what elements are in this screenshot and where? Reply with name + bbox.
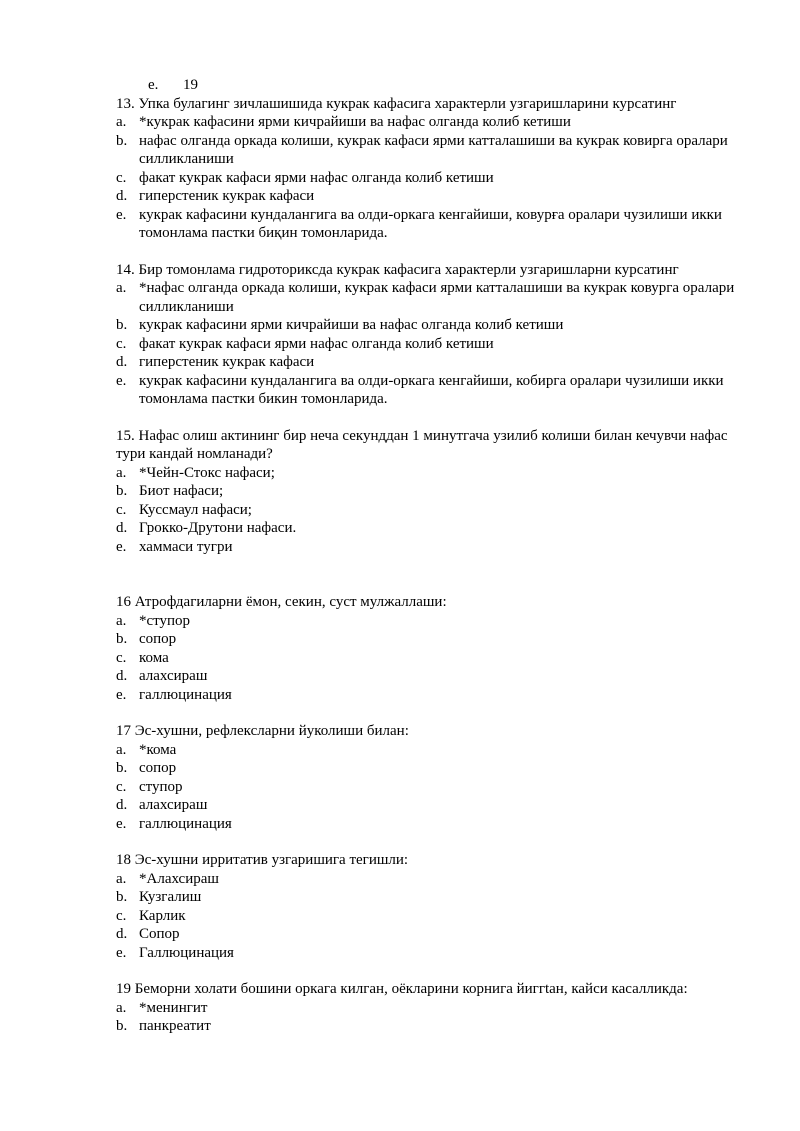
option-letter: b.	[116, 483, 128, 499]
option-text: хаммаси тугри	[139, 538, 233, 555]
option-letter: d.	[116, 354, 128, 370]
question-16	[116, 593, 736, 704]
option-text: кукрак кафасини ярми кичрайиши ва нафас олганда колиб кетиши	[139, 317, 564, 333]
option-text: панкреатит	[139, 1018, 211, 1034]
option-letter: b.	[116, 889, 128, 905]
spacer	[116, 704, 736, 722]
option-text: ступор	[139, 778, 183, 795]
option-text: Кузгалиш	[139, 889, 202, 905]
option-letter: d.	[116, 926, 128, 942]
option-text: Галлюцинация	[139, 944, 234, 961]
spacer	[116, 556, 736, 593]
question-13	[116, 95, 736, 243]
option-letter: c.	[116, 649, 127, 666]
option-text: Куссмаул нафаси;	[139, 501, 252, 518]
option-text: алахсираш	[139, 797, 208, 813]
option-letter: e.	[116, 815, 127, 832]
option-c	[116, 907, 736, 926]
option-e	[116, 815, 736, 834]
option-b	[116, 1017, 736, 1036]
option-letter: d.	[116, 668, 128, 684]
option-text: кукрак кафасини кундалангига ва олди-оркага кенгайиши, ковурға оралари чузилиши икки томонлама пастки биқин томонларида.	[139, 206, 722, 241]
question-14	[116, 261, 736, 409]
option-b	[116, 482, 736, 501]
option-e	[116, 206, 736, 243]
option-text: Грокко-Друтони нафаси.	[139, 520, 297, 536]
option-a	[116, 741, 736, 760]
option-text: 19	[183, 77, 198, 93]
option-letter: c.	[116, 501, 127, 518]
question-17	[116, 722, 736, 833]
option-letter: a.	[116, 870, 127, 887]
option-letter: e.	[116, 372, 127, 389]
option-e	[116, 538, 736, 557]
option-letter: c.	[116, 907, 127, 924]
option-e	[116, 686, 736, 705]
question-text: 16 Атрофдагиларни ёмон, секин, суст мулжаллаши:	[116, 594, 447, 610]
option-b	[116, 759, 736, 778]
option-a	[116, 870, 736, 889]
option-text: *менингит	[139, 999, 208, 1016]
spacer	[116, 833, 736, 851]
option-c	[116, 501, 736, 520]
option-e-previous	[116, 76, 736, 95]
option-text: кукрак кафасини кундалангига ва олди-оркага кенгайиши, кобирга оралари чузилиши икки томонлама пастки бикин томонларида.	[139, 372, 724, 407]
question-text: 13. Упка булагинг зичлашишида кукрак кафасига характерли узгаришларини курсатинг	[116, 95, 677, 112]
option-letter: d.	[116, 797, 128, 813]
question-text: 17 Эс-хушни, рефлексларни йуколиши билан:	[116, 723, 409, 739]
option-text: *нафас олганда оркада колиши, кукрак кафаси ярми катталашиши ва кукрак ковурга оралари силликланиши	[139, 280, 735, 315]
option-text: Карлик	[139, 907, 186, 924]
option-b	[116, 132, 736, 169]
option-letter: b.	[116, 631, 128, 647]
option-letter: b.	[116, 317, 128, 333]
question-text: 15. Нафас олиш актининг бир неча секунддан 1 минутгача узилиб колиши билан кечувчи нафас тури кандай номланади?	[116, 427, 728, 462]
question-text: 18 Эс-хушни ирритатив узгаришига тегишли:	[116, 852, 409, 868]
option-letter: c.	[116, 778, 127, 795]
option-letter: e.	[116, 538, 127, 555]
option-text: *кома	[139, 741, 177, 758]
option-letter: a.	[116, 741, 127, 758]
option-text: гиперстеник кукрак кафаси	[139, 188, 315, 204]
option-d	[116, 353, 736, 372]
option-text: *ступор	[139, 612, 191, 629]
option-letter: d.	[116, 188, 128, 204]
question-text: 19 Беморни холати бошини оркага килган, оёкларини корнига йиггtан, кайси касалликда:	[116, 981, 688, 997]
option-letter: a.	[116, 612, 127, 629]
option-letter: e.	[148, 77, 159, 93]
option-d	[116, 519, 736, 538]
question-19	[116, 980, 736, 1036]
option-d	[116, 925, 736, 944]
option-a	[116, 612, 736, 631]
option-letter: a.	[116, 280, 127, 296]
option-b	[116, 630, 736, 649]
option-text: сопор	[139, 760, 177, 776]
option-letter: e.	[116, 686, 127, 703]
option-text: факат кукрак кафаси ярми нафас олганда колиб кетиши	[139, 169, 494, 186]
option-letter: c.	[116, 335, 127, 352]
option-text: *Алахсираш	[139, 870, 219, 887]
option-text: галлюцинация	[139, 686, 232, 703]
option-letter: e.	[116, 206, 127, 223]
option-d	[116, 187, 736, 206]
option-a	[116, 464, 736, 483]
option-c	[116, 649, 736, 668]
option-text: кома	[139, 649, 169, 666]
option-letter: b.	[116, 132, 128, 149]
option-b	[116, 888, 736, 907]
option-text: алахсираш	[139, 668, 208, 684]
option-c	[116, 778, 736, 797]
option-a	[116, 279, 736, 316]
option-letter: e.	[116, 944, 127, 961]
option-letter: a.	[116, 999, 127, 1016]
question-18	[116, 851, 736, 962]
option-a	[116, 113, 736, 132]
option-text: нафас олганда оркада колиши, кукрак кафаси ярми катталашиши ва кукрак ковирга оралари силликланиши	[139, 132, 728, 167]
question-list	[116, 76, 736, 1036]
spacer	[116, 409, 736, 427]
option-b	[116, 316, 736, 335]
option-letter: c.	[116, 169, 127, 186]
option-text: Сопор	[139, 926, 180, 942]
option-letter: b.	[116, 760, 128, 776]
option-text: *Чейн-Стокс нафаси;	[139, 464, 275, 481]
option-letter: a.	[116, 464, 127, 481]
option-text: сопор	[139, 631, 177, 647]
option-text: гиперстеник кукрак кафаси	[139, 354, 315, 370]
option-letter: a.	[116, 114, 127, 130]
option-d	[116, 667, 736, 686]
option-letter: d.	[116, 520, 128, 536]
question-15	[116, 427, 736, 557]
option-e	[116, 944, 736, 963]
option-text: Биот нафаси;	[139, 483, 224, 499]
option-e	[116, 372, 736, 409]
question-text: 14. Бир томонлама гидроториксда кукрак кафасига характерли узгаришларни курсатинг	[116, 261, 679, 278]
option-c	[116, 169, 736, 188]
option-letter: b.	[116, 1018, 128, 1034]
option-a	[116, 999, 736, 1018]
option-text: галлюцинация	[139, 815, 232, 832]
spacer	[116, 962, 736, 980]
option-text: *кукрак кафасини ярми кичрайиши ва нафас олганда колиб кетиши	[139, 114, 571, 130]
option-text: факат кукрак кафаси ярми нафас олганда колиб кетиши	[139, 335, 494, 352]
option-c	[116, 335, 736, 354]
option-d	[116, 796, 736, 815]
spacer	[116, 243, 736, 261]
